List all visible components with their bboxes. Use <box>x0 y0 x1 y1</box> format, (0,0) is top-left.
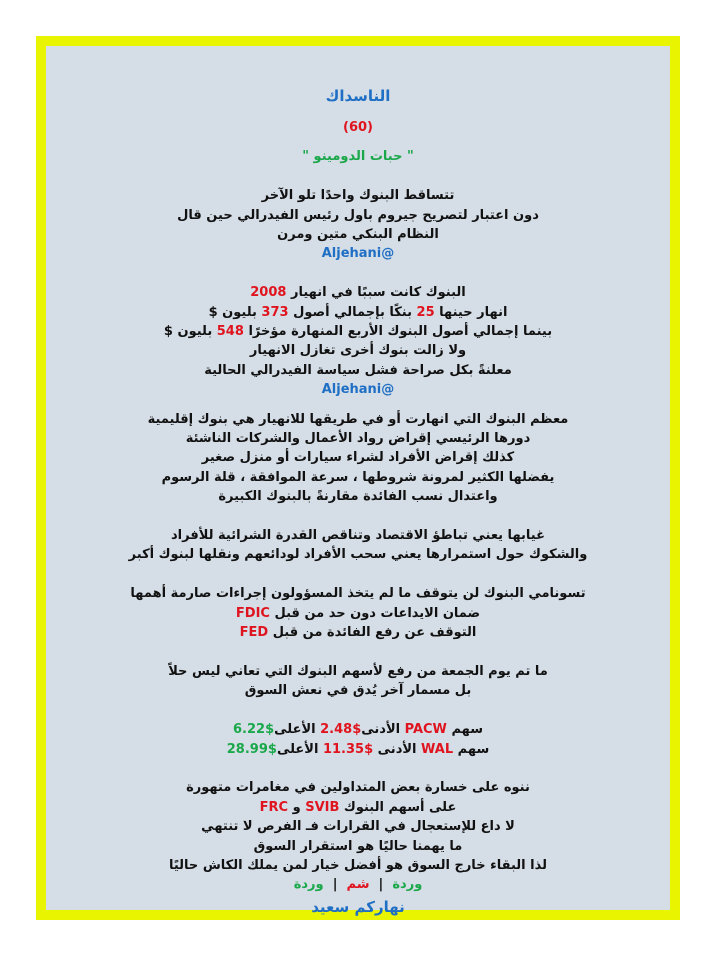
signoff-row <box>46 875 670 894</box>
sec5-line2-text: ضمان الايداعات دون حد من قبل <box>274 605 481 621</box>
pacw-low: $2.48 <box>320 722 362 738</box>
ticker-svib: SVIB <box>305 799 340 815</box>
and-word: و <box>292 799 301 815</box>
sec2-line2 <box>46 303 670 322</box>
ticker-pacw: PACW <box>404 722 447 738</box>
closing-greeting: نهاركم سعيد <box>311 897 405 916</box>
wal-low: $11.35 <box>322 741 374 757</box>
subtitle-text: " حبات الدومينو " <box>302 149 414 165</box>
stock-row-pacw <box>46 720 670 739</box>
sec7-line2-text: على أسهم البنوك <box>343 799 457 815</box>
sec7-line5: لذا البقاء خارج السوق هو أفضل خيار لمن يملك الكاش حاليًا <box>168 857 547 873</box>
pacw-high: $6.22 <box>232 722 275 738</box>
sec4-line1: غيابها يعني تباطؤ الاقتصاد وتناقص القدرة الشرائية للأفراد <box>171 528 545 544</box>
stock-label: سهم <box>457 741 490 757</box>
sec2-line3 <box>46 322 670 341</box>
fdic-tag: FDIC <box>235 605 270 621</box>
sec2-line2-mid: بنكًا بإجمالي أصول <box>293 304 412 320</box>
sec2-line1-text: البنوك كانت سببًا في انهيار <box>290 285 466 301</box>
sec7-line4: ما يهمنا حاليًا هو استقرار السوق <box>253 838 463 854</box>
year-value: 2008 <box>250 285 287 301</box>
document-content <box>46 84 670 919</box>
subtitle <box>46 147 670 166</box>
ticker-frc: FRC <box>259 799 289 815</box>
sec3-line5: واعتدال نسب الفائدة مقارنةً بالبنوك الكبيرة <box>218 489 498 505</box>
fed-tag: FED <box>239 625 269 641</box>
signoff-word-1: وردة <box>392 877 423 893</box>
assets-value-2008: 373 <box>261 304 289 320</box>
sec3-line2: دورها الرئيسي إقراض رواد الأعمال والشركات الناشئة <box>185 431 531 447</box>
sec4-line2: والشكوك حول استمرارها يعني سحب الأفراد لودائعهم ونقلها لبنوك أكبر <box>128 547 588 563</box>
sec5-line2 <box>46 604 670 623</box>
sec3-line4: يفضلها الكثير لمرونة شروطها ، سرعة الموافقة ، قلة الرسوم <box>161 469 555 485</box>
sec2-line3-pre: بينما إجمالي أصول البنوك الأربع المنهارة مؤخرًا <box>248 324 553 340</box>
document-title: الناسداك <box>325 87 391 105</box>
sec7-line1: ننوه على خسارة بعض المتداولين في مغامرات متهورة <box>186 780 530 796</box>
signoff-sep: | <box>378 877 384 893</box>
sec7-line3: لا داع للإستعجال في القرارات فـ الفرص لا تنتهي <box>201 819 515 835</box>
sec2-line2-post: بليون $ <box>208 304 257 320</box>
document-frame <box>36 36 680 920</box>
sec2-line2-pre: انهار حينها <box>439 304 508 320</box>
signoff-word-3: وردة <box>293 877 324 893</box>
sec1-line3: النظام البنكي متين ومرن <box>277 227 439 243</box>
sec5-line3 <box>46 623 670 642</box>
sec2-line3-post: بليون $ <box>163 324 213 340</box>
high-label: الأعلى <box>276 741 319 757</box>
sec2-line4: ولا زالت بنوك أخرى تغازل الانهيار <box>249 343 467 359</box>
issue-number: (60) <box>343 120 373 135</box>
sec1-line1: تتساقط البنوك واحدًا تلو الآخر <box>261 188 455 204</box>
high-label: الأعلى <box>274 722 316 738</box>
stock-row-wal <box>46 740 670 759</box>
sec7-line2 <box>46 798 670 817</box>
sec3-line3: كذلك إقراض الأفراد لشراء سيارات أو منزل صغير <box>201 450 515 466</box>
ticker-wal: WAL <box>421 741 454 757</box>
sec6-line1: ما تم يوم الجمعة من رفع لأسهم البنوك التي تعاني ليس حلاً <box>168 663 548 679</box>
author-handle: @Aljehani <box>321 246 395 262</box>
wal-high: $28.99 <box>226 741 277 757</box>
signoff-word-2: شم <box>346 877 370 893</box>
low-label: الأدنى <box>377 741 417 757</box>
sec3-line1: معظم البنوك التي انهارت أو في طريقها للانهيار هي بنوك إقليمية <box>147 411 569 427</box>
sec2-line1 <box>46 283 670 302</box>
assets-value-recent: 548 <box>216 324 244 340</box>
sec1-line2: دون اعتبار لتصريح جيروم باول رئيس الفيدرالي حين قال <box>177 207 539 223</box>
signoff-sep: | <box>332 877 338 893</box>
stock-label: سهم <box>451 722 483 738</box>
sec6-line2: بل مسمار آخر يُدق في نعش السوق <box>244 683 472 699</box>
bank-count: 25 <box>416 304 435 320</box>
sec5-line3-text: التوقف عن رفع الفائدة من قبل <box>272 625 477 641</box>
author-handle: @Aljehani <box>321 382 395 398</box>
sec2-line5: معلنةً بكل صراحة فشل سياسة الفيدرالي الحالية <box>204 362 512 378</box>
sec5-line1: تسونامي البنوك لن يتوقف ما لم يتخذ المسؤولون إجراءات صارمة أهمها <box>130 586 586 602</box>
low-label: الأدنى <box>361 722 401 738</box>
